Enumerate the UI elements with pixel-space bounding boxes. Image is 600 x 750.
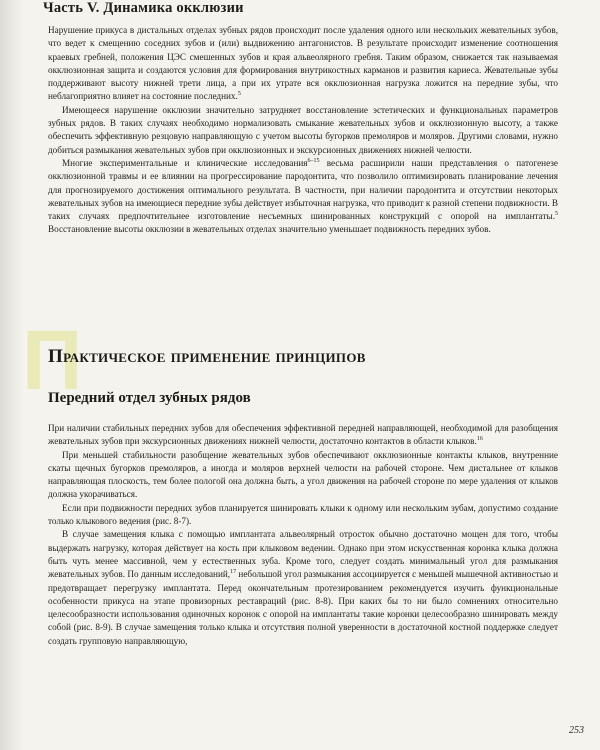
paragraph-text: весьма расширили наши представления о патогенезе окклюзионной травмы и ее влиянии на прогрессирование пародонтита, что позволило оптимизировать планирование лечения для прогнозируемого достижения оптимального результата. В частности, при наличии пародонтита и отсутствии некоторых жевательных зубов на имеющиеся передние зубы действует избыточная нагрузка, что приводит к разной степени подвижности. В таких случаях предпочтительнее изготовление несъемных шинированных конструкций с опорой на имплантаты. [48, 157, 559, 222]
paragraph-text: При меньшей стабильности разобщение жевательных зубов обеспечивают окклюзионные контакты клыков, внутренние скаты щечных бугорков премоляров, а иногда и моляров верхней челюсти на рабочей стороне. Чем дистальнее от клыков направляющая плоскость, тем более пологой она должна быть, а угол движения на рабочей стороне по мере удаления от клыков должна укорачиваться. [48, 449, 558, 500]
paragraph-text: Нарушение прикуса в дистальных отделах зубных рядов происходит после удаления одного или нескольких жевательных зубов, что ведет к смещению соседних зубов и (или) выдвижению антагонистов. В результате происходит изменение соотношения краевых гребней, положения ЦЭС смешенных зубов и края альвеолярного гребня. Таким образом, снижается так называемая окклюзионная защита и создаются условия для формирования внутрикостных карманов и развития кариеса. Жевательные зубы поддерживают высоту нижней трети лица, а при их утрате вся окклюзионная нагрузка ложится на передние зубы, что неблагоприятно влияет на состояние последних. [48, 25, 558, 102]
footnote-ref: 5 [555, 211, 558, 218]
footnote-ref: 16 [476, 436, 483, 443]
paragraph-text: Если при подвижности передних зубов планируется шинировать клыки к одному или нескольким зубам, допустимо создание только клыкового ведения (рис. 8-7). [48, 502, 558, 527]
paragraph-text: Восстановление высоты окклюзии в жевательных отделах значительно уменьшает подвижность передних зубов. [48, 224, 491, 235]
paragraph [48, 422, 558, 449]
paragraph [48, 528, 558, 648]
paragraph [48, 449, 558, 502]
footnote-ref: 6–15 [307, 157, 320, 164]
intro-text-block [48, 24, 558, 237]
section-title: Практическое применение принципов [48, 346, 366, 367]
paragraph-text: При наличии стабильных передних зубов для обеспечения эффективной передней направляющей, необходимой для разобщения жевательных зубов при экскурсионных движениях нижней челюсти, достаточно контактов в области клыков. [48, 423, 558, 447]
paragraph-text: Многие экспериментальные и клинические исследования [62, 157, 308, 168]
paragraph-text: Имеющееся нарушение окклюзии значительно затрудняет восстановление эстетических и функциональных параметров зубных рядов. В таких случаях необходимо нормализовать смыкание жевательных зубов и окклюзионную высоту, а также обеспечить эффективную резцовую направляющую с учетом высоты бугорков премоляров и моляров. Другими словами, нужно добиться размыкания жевательных зубов при окклюзионных и экскурсионных движениях нижней челюсти. [48, 104, 558, 155]
practice-text-block [48, 422, 558, 648]
paragraph-text: небольшой угол размыкания ассоциируется с меньшей мышечной активностью и предотвращает перегрузку имплантата. Перед окончательным протезированием рекомендуется изучить функциональные особенности прикуса на этапе провизорных реставраций (рис. 8-8). При каких бы то ни было сомнениях относительно целесообразности использования одиночных коронок с опорой на имплантаты такие коронки целесообразно шинировать между собой (рис. 8-9). В случае замещения только клыка и отсутствия полной уверенности в достаточной костной поддержке следует создать групповую направляющую, [48, 569, 558, 646]
binding-shadow [0, 0, 22, 750]
paragraph-text: В случае замещения клыка с помощью имплантата альвеолярный отросток обычно достаточно мощен для того, чтобы выдержать нагрузку, которая действует на кость при клыковом ведении. Однако при этом искусственная коронка клыка должна быть чуть менее массивной, чем у естественных зуба. Кроме того, следует создать минимальный угол для размыкания жевательных зубов. По данным исследований, [48, 529, 558, 580]
paragraph [48, 24, 558, 104]
paragraph [48, 104, 558, 157]
footnote-ref: 17 [230, 569, 237, 576]
part-title: Часть V. Динамика окклюзии [43, 0, 244, 16]
page-number: 253 [569, 725, 584, 736]
footnote-ref: 5 [237, 91, 241, 98]
paragraph [48, 502, 558, 529]
subsection-title: Передний отдел зубных рядов [48, 390, 251, 406]
section-decorative-initial: П [22, 313, 81, 407]
paragraph [48, 157, 558, 237]
